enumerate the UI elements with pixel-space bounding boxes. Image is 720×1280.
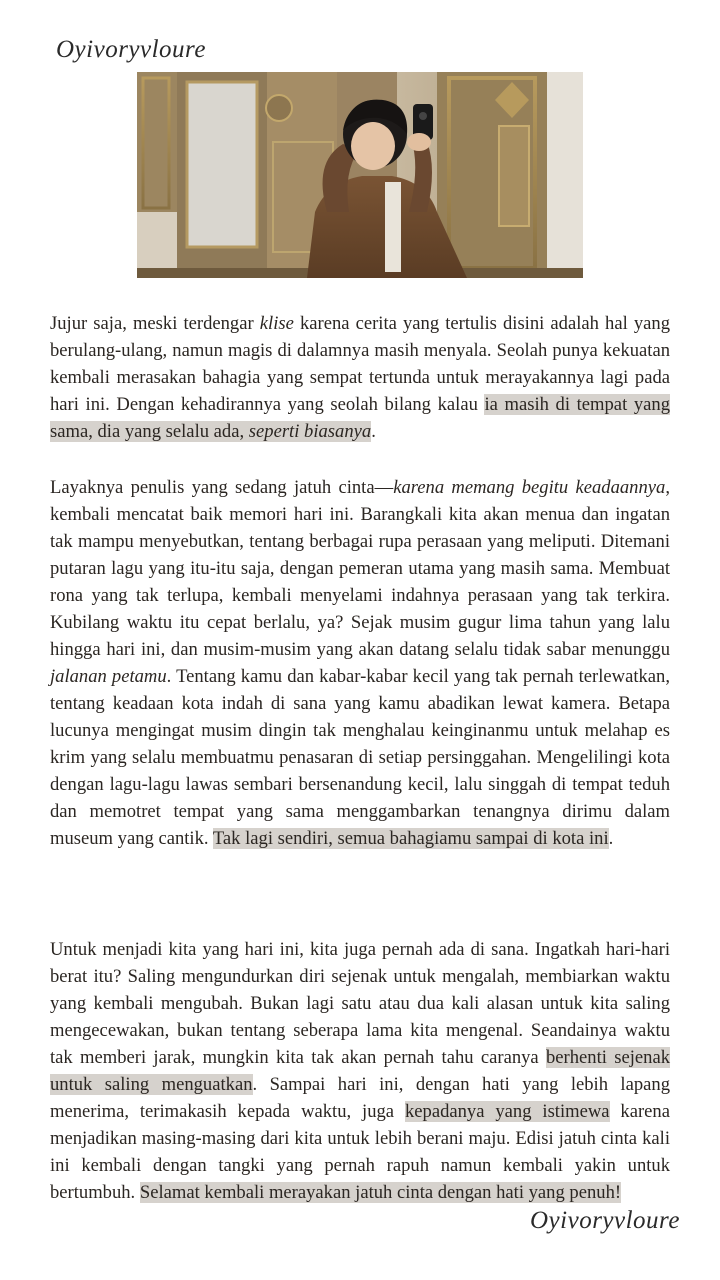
p1-text-2: karena cerita yang tertulis disini adalah hal yang berulang-ulang, namun magis di dalamnya masih menyala. Seolah punya kekuatan kembali merasakan bahagia yang sempat tertunda untuk merayakannya lagi pada hari ini. Dengan kehadirannya yang seolah bilang kalau: [50, 313, 670, 415]
p2-text-4: .: [608, 828, 614, 849]
signature-top: Oyivoryvloure: [56, 36, 206, 63]
p1-highlight-emphasis: seperti biasanya: [248, 421, 372, 442]
p1-text-3: .: [371, 421, 376, 442]
p3-highlight-2: kepadanya yang istimewa: [404, 1101, 610, 1122]
p3-highlight-3: Selamat kembali merayakan jatuh cinta dengan hati yang penuh!: [139, 1182, 622, 1203]
p1-highlight-text: ia masih di tempat yang sama, dia yang selalu ada,: [50, 394, 670, 442]
paragraph-2: [50, 474, 670, 852]
p3-text-3: karena menjadikan masing-masing dari kita untuk lebih berani maju. Edisi jatuh cinta kali ini kembali dengan tangki yang pernah rapuh namun kembali yakin untuk bertumbuh.: [50, 1101, 670, 1203]
paragraph-1: [50, 310, 670, 445]
p1-text-1: Jujur saja, meski terdengar: [50, 313, 260, 334]
p3-highlight-1: berhenti sejenak untuk saling menguatkan: [50, 1047, 670, 1095]
p2-highlight: Tak lagi sendiri, semua bahagiamu sampai di kota ini: [212, 828, 609, 849]
p2-text-1: Layaknya penulis yang sedang jatuh cinta—: [50, 477, 394, 498]
p1-emphasis-1: klise: [259, 313, 294, 334]
p3-text-2: . Sampai hari ini, dengan hati yang lebih lapang menerima, terimakasih kepada waktu, juga: [50, 1074, 670, 1122]
p2-emphasis-2: jalanan petamu: [50, 666, 167, 687]
p3-text-1: Untuk menjadi kita yang hari ini, kita juga pernah ada di sana. Ingatkah hari-hari berat itu? Saling mengundurkan diri sejenak untuk mengalah, membiarkan waktu yang kembali mengubah. Bukan lagi satu atau dua kali alasan untuk kita saling mengecewakan, bukan tentang seberapa lama kita mengenal. Seandainya waktu tak memberi jarak, mungkin kita tak akan pernah tahu caranya: [50, 939, 670, 1068]
p2-emphasis-1: karena memang begitu keadaannya: [393, 477, 666, 498]
photo: [137, 72, 583, 278]
signature-bottom: Oyivoryvloure: [530, 1207, 680, 1234]
p2-text-2: , kembali mencatat baik memori hari ini. Barangkali kita akan menua dan ingatan tak mampu menyebutkan, tentang berbagai rupa perasaan yang meliputi. Ditemani putaran lagu yang itu-itu saja, dengan pemeran utama yang masih sama. Membuat rona yang tak terlupa, kembali menyelami indahnya perasaan yang tak terkira. Kubilang waktu itu cepat berlalu, ya? Sejak musim gugur lima tahun yang lalu hingga hari ini, dan musim-musim yang akan datang selalu tidak sabar menunggu: [50, 477, 670, 660]
p2-text-3: . Tentang kamu dan kabar-kabar kecil yang tak pernah terlewatkan, tentang keadaan kota indah di sana yang kamu abadikan lewat kamera. Betapa lucunya mengingat musim dingin tak menghalau keinginanmu untuk melahap es krim yang selalu membuatmu penasaran di setiap persinggahan. Mengelilingi kota dengan lagu-lagu lawas sembari bersenandung kecil, lalu singgah di tempat teduh dan memotret tempat yang sama menggambarkan tenangnya dirimu dalam museum yang cantik.: [50, 666, 670, 849]
paragraph-3: [50, 936, 670, 1206]
